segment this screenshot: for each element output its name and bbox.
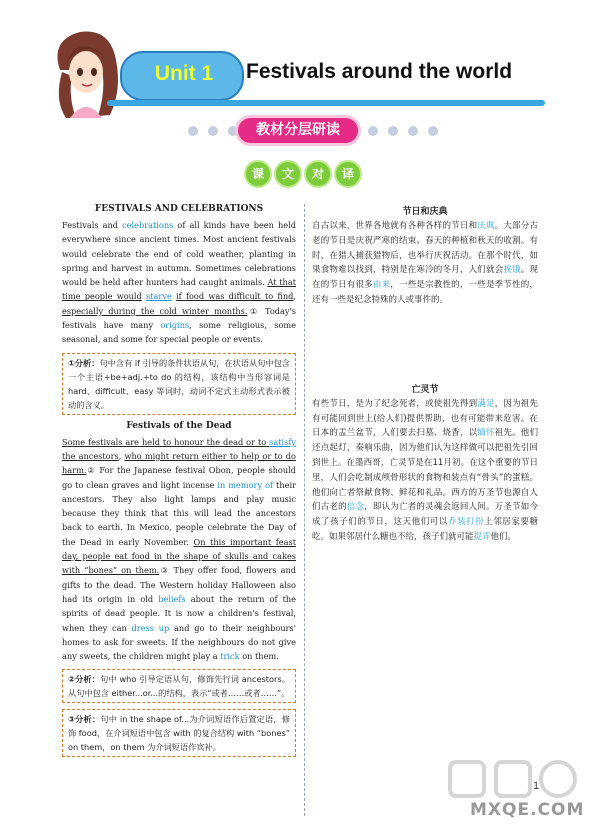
text-run: if food was difficult to find: [176, 291, 294, 302]
text-translation-badges: [244, 160, 362, 188]
text-run: satisfy: [269, 436, 296, 447]
text-run: 上邻居家要糖吃。如果邻居什么糖也不给，孩子们就可能: [312, 517, 538, 542]
note-label: ③分析：: [68, 714, 101, 725]
text-run: ,: [293, 291, 297, 302]
chinese-column: [312, 204, 538, 545]
text-run: 庆典: [477, 221, 495, 231]
note-label: ②分析：: [68, 674, 101, 685]
english-heading-festivals: FESTIVALS AND CELEBRATIONS: [94, 204, 264, 214]
text-run: 。现在的节日有很多: [312, 265, 538, 291]
unit-title: Festivals around the world: [246, 60, 513, 83]
badge-char: 文: [274, 160, 302, 188]
section-banner: 教材分层研读: [238, 118, 358, 143]
note-label: ①分析：: [68, 357, 100, 368]
english-heading-dead: Festivals of the Dead: [126, 420, 232, 431]
text-run: beliefs: [158, 593, 186, 604]
text-run: 信念: [346, 502, 365, 513]
text-run: trick: [220, 651, 240, 662]
text-run: on them.: [239, 651, 279, 662]
text-run: ① Today's festivals have many: [62, 305, 296, 331]
chinese-heading-dead: 亡灵节: [411, 384, 439, 395]
page-number: 1: [533, 780, 540, 792]
badge-char: 对: [304, 160, 332, 188]
text-run: ，一些是宗教性的，一些是季节性的，还有一些是纪念特殊的人或事件的。: [312, 280, 538, 305]
note-text: 句中含有 if 引导的条件状语从句，在状语从句中包含一个主语+be+adj.+to do 的结构，该结构中当形容词是 hard、difficult、easy 等词时，动词不定式主动形式表示被动的含义。: [68, 357, 290, 410]
text-run: ，即认为亡者的灵魂会返回人间。万圣节如今成了孩子们的节日，这天他们可以: [312, 502, 538, 528]
text-run: in memory of: [217, 479, 274, 490]
analysis-note-3: [62, 709, 296, 757]
note-text: 句中 who 引导定语从句，修饰先行词 ancestors。从句中包含 either...or...的结构，表示“或者……或者……”。: [68, 674, 290, 699]
text-run: their ancestors. They also light lamps and play music because they think that this will lead the ancestors back to earth. In Mexico, people celebrate the Day of the Dead in early November.: [62, 479, 296, 547]
chinese-paragraph-1: [312, 219, 538, 308]
text-run: origins: [160, 320, 190, 331]
text-run: especially during the cold winter months.: [62, 305, 248, 316]
text-run: ,: [118, 450, 125, 461]
text-run: the ancestors: [62, 450, 119, 461]
badge-char: 课: [244, 160, 272, 188]
text-run: 挨饿: [503, 265, 521, 276]
text-run: Some festivals are held to honour the dead or to: [62, 436, 270, 447]
watermark-text: MXQE.COM: [470, 800, 585, 820]
text-run: of all kinds have been held everywhere since ancient times. Most ancient festivals would celebrate the end of cold weather, planting in spring and harvest in autumn. Sometimes celebrations would be held after hunters had caught animals.: [62, 220, 296, 288]
text-run: starve: [146, 291, 172, 302]
column-divider: [304, 204, 305, 816]
text-run: ② For the Japanese festival Obon, people should go to clean graves and light incense: [62, 465, 296, 490]
text-run: 乔装打扮: [447, 517, 485, 528]
unit-label: Unit 1: [154, 62, 214, 85]
text-run: 由来: [372, 280, 391, 291]
chinese-paragraph-2: [312, 397, 538, 545]
text-run: At that time people would: [62, 277, 296, 302]
text-run: 捉弄: [473, 531, 491, 542]
text-run: 祖先。他们还点起灯，奏响乐曲，因为他们认为这样做可以把祖先引回到世上。在墨西哥，亡灵节是在11月初。在这个重要的节日里，人们会吃制成颅骨形状的食物和装点有“骨头”的蛋糕。他们向亡者祭献食物、鲜花和礼品。西方的万圣节也源自人们古老的: [312, 428, 538, 513]
note-text: 句中 in the shape of...为介词短语作后置定语，修饰 food，在介词短语中包含 with 的复合结构 with “bones” on them，on them 为介词短语作宾补。: [68, 714, 290, 753]
analysis-note-2: [62, 669, 296, 703]
title-underline-bar: [107, 100, 545, 106]
analysis-note-1: [62, 353, 296, 415]
text-run: 有些节日，是为了纪念死者，或使祖先得到: [312, 398, 478, 409]
english-paragraph-2: [62, 435, 296, 664]
chinese-heading-festivals: 节日和庆典: [402, 207, 448, 217]
decorative-dots-right: [368, 126, 438, 136]
text-run: 满足: [477, 398, 495, 409]
text-run: 自古以来，世界各地就有各种各样的节日和: [312, 221, 478, 231]
text-run: celebrations: [122, 220, 174, 230]
text-run: On this important feast day, people eat food in the shape of skulls and cakes with “bones” on them.: [62, 536, 296, 576]
text-run: ③ They offer food, flowers and gifts to the dead. The Western holiday Halloween also had its origin in old: [62, 565, 296, 604]
text-run: 缅怀: [477, 428, 495, 439]
text-run: 。大部分古老的节日是庆祝严寒的结束、春天的种植和秋天的收割。有时，在猎人捕获猎物后，也举行庆祝活动。在那个时代，如果食物难以找到，特别是在寒冷的冬月，人们就会: [312, 221, 538, 276]
text-run: Festivals and: [62, 220, 123, 230]
english-paragraph-1: [62, 218, 296, 347]
spacer: [312, 308, 538, 382]
english-column: [62, 204, 296, 763]
text-run: and go to their neighbours' homes to ask for sweets. If the neighbours do not give any sweets, the children might play a: [62, 622, 296, 662]
text-run: about the return of the spirits of dead people. It is now a children's festival, when they can: [62, 593, 296, 633]
text-run: 他们。: [490, 531, 517, 542]
text-run: ，因为祖先有可能回到世上(给人们)提供帮助，也有可能带来危害。在日本的盂兰盆节，人们要去扫墓、烧香，以: [312, 398, 538, 439]
badge-char: 译: [334, 160, 362, 188]
text-run: , some religious, some seasonal, and some for special people or events.: [62, 320, 296, 345]
text-run: dress up: [131, 622, 170, 633]
text-run: who might return either to help or to do harm.: [62, 450, 296, 476]
